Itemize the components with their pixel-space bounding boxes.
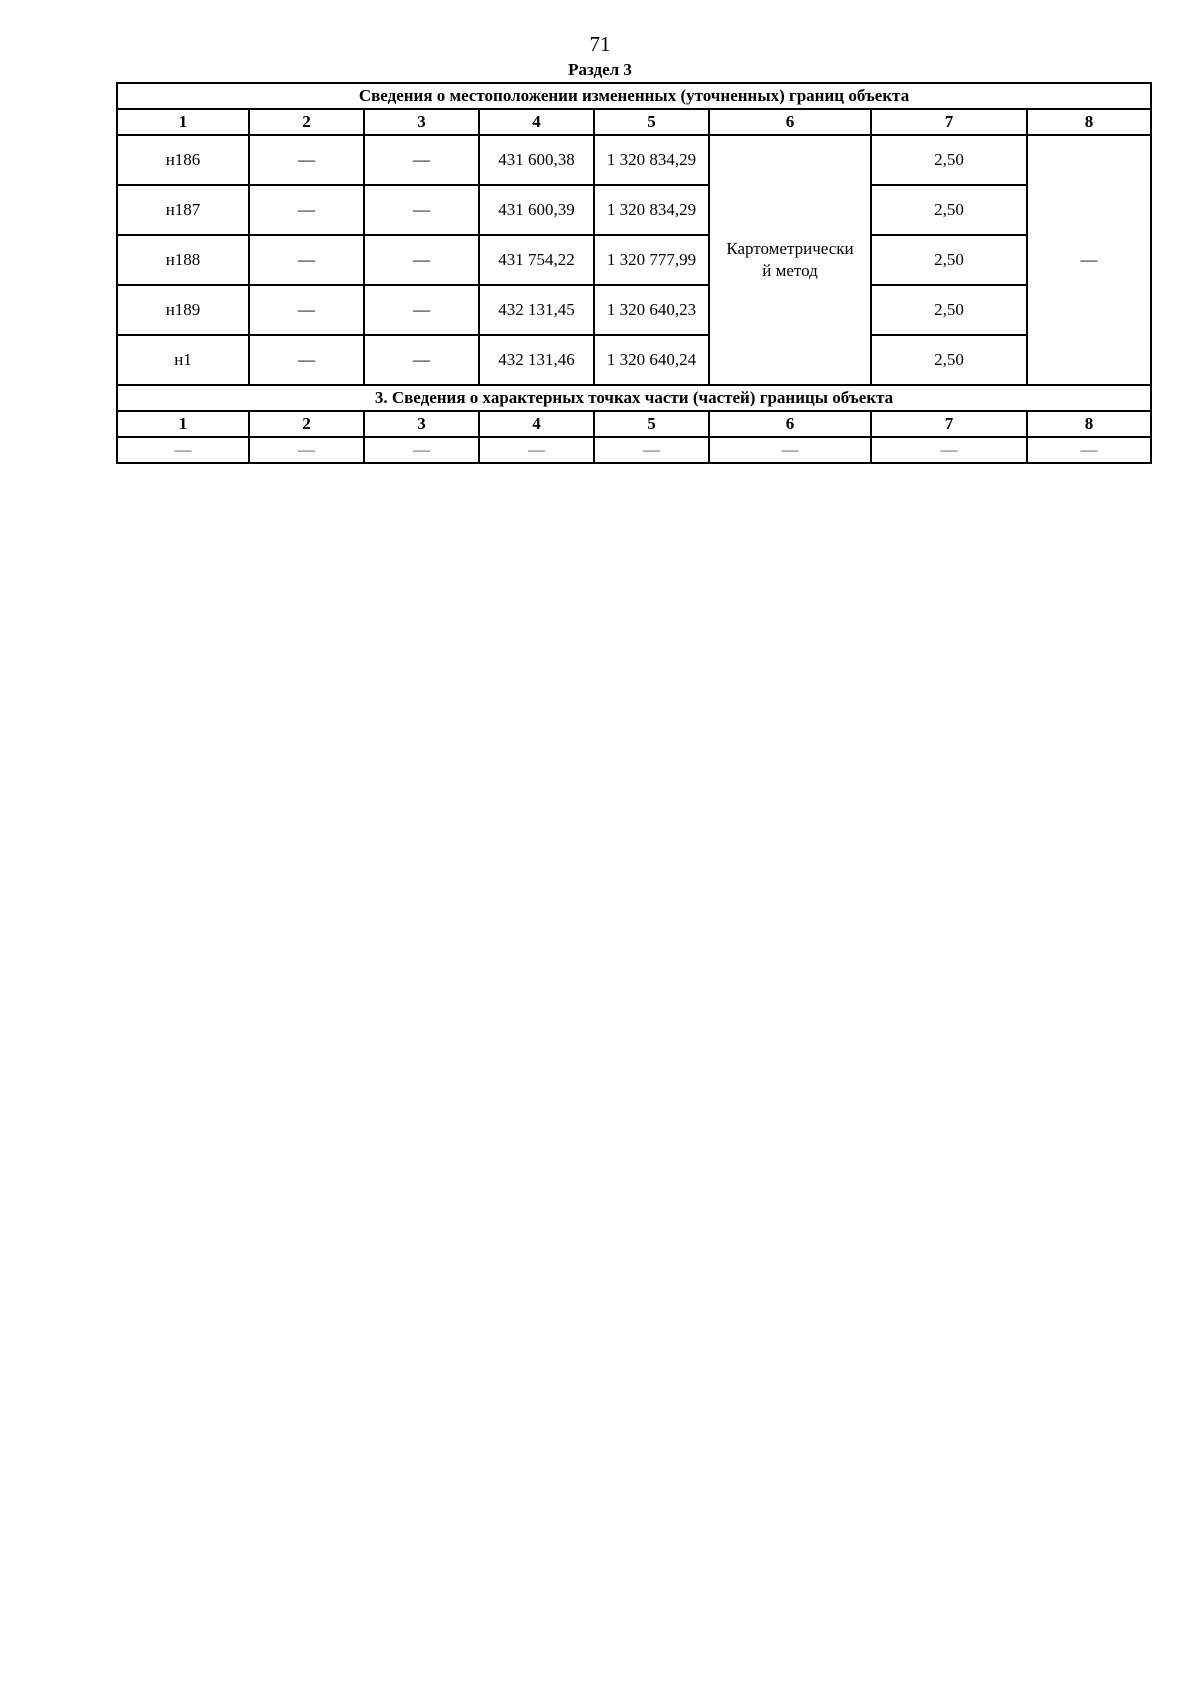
table1-header-cell: 8 [1027, 109, 1151, 135]
table1-header-cell: 4 [479, 109, 594, 135]
coord-y: 1 320 834,29 [594, 185, 709, 235]
table2-header-cell: 7 [871, 411, 1027, 437]
section-title: Раздел 3 [568, 60, 632, 79]
empty-cell: — [117, 437, 249, 463]
table1-title: Сведения о местоположении измененных (уточненных) границ объекта [117, 83, 1151, 109]
empty-cell: — [709, 437, 871, 463]
col8-merged-cell: — [1027, 135, 1151, 385]
point-name: н186 [117, 135, 249, 185]
table2-header-cell: 2 [249, 411, 364, 437]
coord-y: 1 320 640,24 [594, 335, 709, 385]
table-row [117, 185, 1151, 235]
empty-cell: — [1027, 437, 1151, 463]
cell-col3: — [364, 135, 479, 185]
point-name: н189 [117, 285, 249, 335]
table2-title-row [117, 385, 1151, 411]
empty-cell: — [871, 437, 1027, 463]
cell-col3: — [364, 235, 479, 285]
cell-col3: — [364, 285, 479, 335]
table2-header-cell: 5 [594, 411, 709, 437]
table2-header-cell: 1 [117, 411, 249, 437]
coord-y: 1 320 834,29 [594, 135, 709, 185]
empty-cell: — [594, 437, 709, 463]
table1-header-cell: 1 [117, 109, 249, 135]
table1-header-cell: 2 [249, 109, 364, 135]
cell-col3: — [364, 335, 479, 385]
coord-x: 432 131,45 [479, 285, 594, 335]
cell-col2: — [249, 135, 364, 185]
accuracy-value: 2,50 [871, 235, 1027, 285]
accuracy-value: 2,50 [871, 335, 1027, 385]
page-number: 71 [589, 32, 611, 56]
coord-x: 431 600,39 [479, 185, 594, 235]
empty-cell: — [364, 437, 479, 463]
coord-y: 1 320 640,23 [594, 285, 709, 335]
accuracy-value: 2,50 [871, 285, 1027, 335]
table2-header-cell: 6 [709, 411, 871, 437]
point-name: н187 [117, 185, 249, 235]
accuracy-value: 2,50 [871, 185, 1027, 235]
coord-y: 1 320 777,99 [594, 235, 709, 285]
coord-x: 431 600,38 [479, 135, 594, 185]
table1-title-row [117, 83, 1151, 109]
table-row [117, 235, 1151, 285]
table-row [117, 335, 1151, 385]
table2-header-cell: 4 [479, 411, 594, 437]
table2-title: 3. Сведения о характерных точках части (частей) границы объекта [117, 385, 1151, 411]
cell-col3: — [364, 185, 479, 235]
method-line2: й метод [762, 261, 818, 280]
point-name: н188 [117, 235, 249, 285]
coord-x: 432 131,46 [479, 335, 594, 385]
table1-header-cell: 5 [594, 109, 709, 135]
table1-header-cell: 7 [871, 109, 1027, 135]
empty-cell: — [479, 437, 594, 463]
cell-col2: — [249, 335, 364, 385]
table1-header-row [117, 109, 1151, 135]
cell-col2: — [249, 235, 364, 285]
table2-header-row [117, 411, 1151, 437]
accuracy-value: 2,50 [871, 135, 1027, 185]
cell-col2: — [249, 185, 364, 235]
empty-cell: — [249, 437, 364, 463]
boundary-table [116, 82, 1152, 464]
table1-header-cell: 3 [364, 109, 479, 135]
method-cell [709, 135, 871, 385]
table1-header-cell: 6 [709, 109, 871, 135]
table2-header-cell: 8 [1027, 411, 1151, 437]
table2-header-cell: 3 [364, 411, 479, 437]
cell-col2: — [249, 285, 364, 335]
table-row [117, 135, 1151, 185]
point-name: н1 [117, 335, 249, 385]
table2-empty-row [117, 437, 1151, 463]
table-row [117, 285, 1151, 335]
coord-x: 431 754,22 [479, 235, 594, 285]
method-line1: Картометрически [726, 239, 854, 258]
